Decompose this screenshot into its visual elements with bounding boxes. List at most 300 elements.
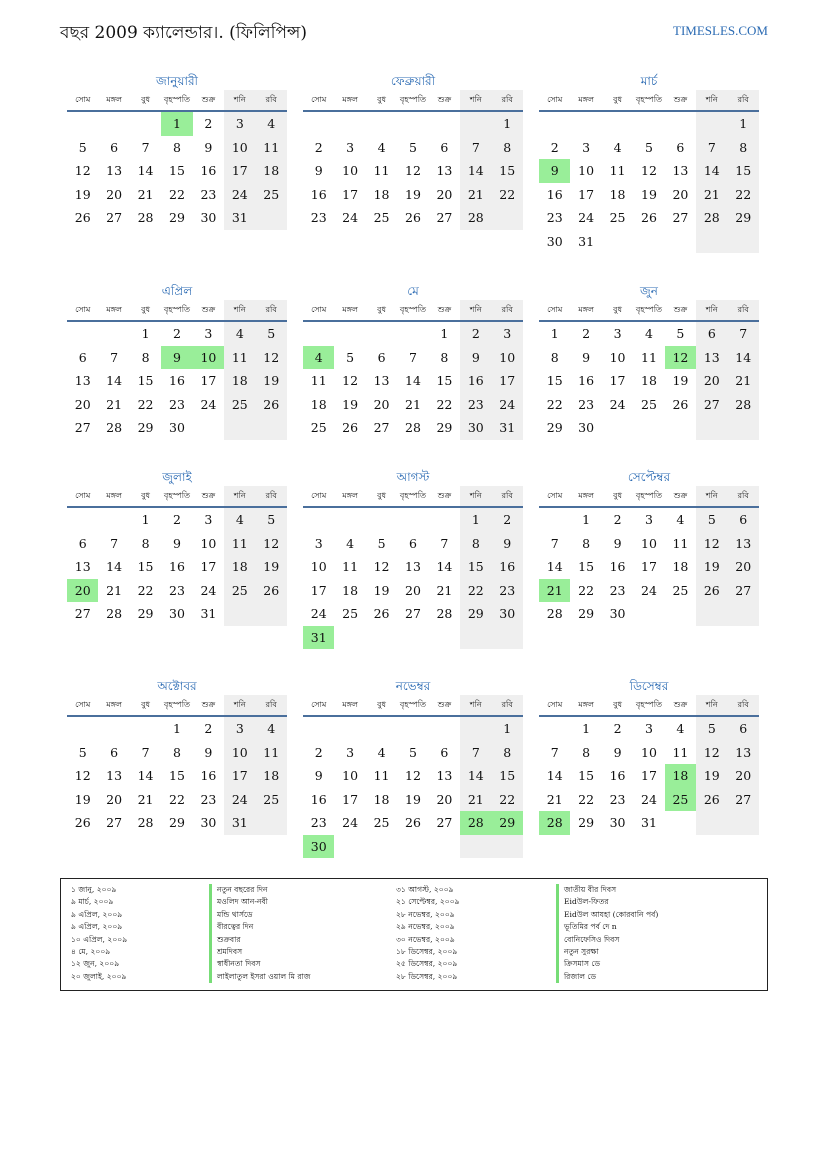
day-cell: 3 [346,139,355,155]
day-cell: 21 [546,791,563,807]
day-cell: 8 [173,744,181,760]
day-cell: 14 [106,559,123,574]
day-cell: 17 [609,373,626,388]
weekday-label: সোম [311,491,327,500]
day-cell: 14 [460,159,491,183]
month-5 [303,282,523,440]
weekday-label: বুধ [377,491,387,500]
empty-day-cell [665,602,696,626]
weekday-label: মঙ্গল [342,491,358,500]
weekday-label: শুক্র [201,95,216,104]
month-9 [539,468,759,626]
holiday-day-cell: 30 [303,835,334,859]
holiday-day-cell: 12 [665,346,696,370]
day-cell: 18 [224,369,255,393]
day-cell: 21 [405,396,421,412]
day-cell: 5 [696,508,727,532]
holiday-date: ২৮ নভেম্বর, ২০০৯ [396,909,455,919]
empty-day-cell [67,322,98,346]
day-cell: 29 [578,606,595,621]
day-cell: 1 [582,721,591,736]
day-cell: 19 [256,369,287,393]
empty-day-cell [366,835,397,859]
day-cell: 26 [696,579,727,603]
day-cell: 7 [110,535,119,551]
day-cell: 19 [696,764,727,788]
holiday-date: ২৫ ডিসেম্বর, ২০০৯ [396,959,458,969]
day-cell: 23 [578,396,595,412]
empty-day-cell [492,835,523,859]
month-2 [303,72,523,230]
day-cell: 27 [373,420,390,435]
holiday-name: Eidউল-ফিতর [564,897,609,907]
day-cell: 20 [373,396,390,412]
day-cell: 22 [169,791,185,807]
day-cell: 2 [314,744,323,760]
day-cell: 29 [728,206,759,230]
day-cell: 25 [224,579,255,603]
day-cell: 5 [256,508,287,532]
day-cell: 7 [440,535,449,551]
day-cell: 20 [106,186,123,202]
weekday-label: শুক্র [673,491,688,500]
day-cell: 1 [550,326,559,341]
day-cell: 30 [169,606,185,621]
day-cell: 17 [342,791,359,807]
day-grid [539,322,759,440]
day-cell: 22 [460,579,491,603]
month-10 [67,677,287,835]
day-cell: 17 [641,768,657,783]
holiday-date: ১ জানু, ২০০৯ [71,885,117,894]
day-cell: 9 [492,532,523,556]
day-cell: 6 [78,535,87,551]
day-cell: 22 [137,396,154,412]
day-cell: 21 [460,788,491,812]
day-cell: 12 [696,741,727,765]
weekday-label: সোম [75,305,91,314]
day-cell: 14 [137,768,154,783]
month-8 [303,468,523,649]
weekday-label: রবি [256,486,287,506]
holiday-day-cell: 10 [193,346,224,370]
day-cell: 27 [436,210,453,225]
day-cell: 20 [728,764,759,788]
day-cell: 15 [492,159,523,183]
month-name: এপ্রিল [161,284,193,298]
day-cell: 2 [492,508,523,532]
day-cell: 1 [492,112,523,136]
day-cell: 17 [200,373,217,388]
day-cell: 29 [137,420,154,435]
empty-day-cell [570,112,601,136]
day-cell: 30 [169,420,185,435]
month-name: ফেব্রুয়ারী [390,74,436,88]
weekday-label: শুক্র [437,491,452,500]
empty-day-cell [728,230,759,254]
day-cell: 8 [141,349,150,365]
month-name: মার্চ [640,74,658,88]
empty-day-cell [665,811,696,835]
day-cell: 25 [256,788,287,812]
day-cell: 7 [696,136,727,160]
empty-day-cell [696,602,727,626]
day-cell: 8 [582,744,591,760]
weekday-label: বুধ [377,305,387,314]
day-cell: 25 [373,210,390,225]
empty-day-cell [602,416,633,440]
day-cell: 8 [440,349,449,365]
empty-day-cell [696,112,727,136]
day-cell: 15 [728,159,759,183]
holiday-date: ২১ সেপ্টেম্বর, ২০০৯ [396,897,460,907]
holiday-day-cell: 20 [67,579,98,603]
day-cell: 19 [373,582,390,598]
empty-day-cell [633,602,664,626]
day-cell: 5 [645,139,653,155]
weekday-label: মঙ্গল [578,95,594,104]
day-cell: 3 [224,112,255,136]
day-cell: 27 [728,788,759,812]
holiday-date: ১৮ ডিসেম্বর, ২০০৯ [396,946,458,956]
day-cell: 13 [74,373,91,388]
weekday-label: শনি [224,695,255,715]
weekday-label: সোম [75,95,91,104]
day-cell: 26 [74,815,91,830]
weekday-label: বুধ [141,491,151,500]
day-cell: 15 [137,559,154,574]
holiday-date: ১০ এপ্রিল, ২০০৯ [71,934,128,944]
day-cell: 19 [672,373,689,388]
empty-day-cell [728,416,759,440]
day-cell: 7 [110,349,119,365]
day-cell: 21 [106,396,123,412]
weekday-label: শনি [460,695,491,715]
day-cell: 12 [405,768,421,783]
day-cell: 16 [609,768,626,783]
day-cell: 31 [224,206,255,230]
day-cell: 16 [609,559,626,574]
weekday-label: বৃহস্পতি [635,95,663,104]
day-cell: 20 [696,369,727,393]
day-cell: 16 [169,559,185,574]
day-cell: 23 [609,791,626,807]
day-cell: 1 [728,112,759,136]
day-cell: 31 [578,233,595,249]
day-cell: 8 [460,532,491,556]
holiday-name: Eidউল আযহা (কোরবানি পর্ব) [564,909,659,919]
weekday-label: বৃহস্পতি [635,305,663,314]
day-cell: 18 [609,186,626,202]
weekday-label: রবি [728,486,759,506]
holiday-day-cell: 9 [539,159,570,183]
page-title: বছর 2009 ক্যালেন্ডার।. (ফিলিপিন্স) [60,23,308,43]
weekday-label: সোম [547,491,563,500]
day-cell: 18 [672,559,689,574]
weekday-label: শনি [696,486,727,506]
day-cell: 10 [310,559,327,574]
day-cell: 4 [224,322,255,346]
weekday-label: বুধ [377,95,387,104]
day-cell: 6 [728,717,759,741]
day-cell: 31 [224,811,255,835]
day-cell: 13 [436,163,453,178]
weekday-label: মঙ্গল [106,491,122,500]
weekday-label: বৃহস্পতি [163,305,191,314]
day-cell: 10 [224,741,255,765]
month-7 [67,468,287,626]
holiday-day-cell: 28 [539,811,570,835]
day-cell: 12 [696,532,727,556]
empty-day-cell [303,717,334,741]
empty-day-cell [602,230,633,254]
holiday-name: শুক্রবার [217,934,241,944]
weekday-header [539,695,759,717]
weekday-label: শুক্র [201,700,216,709]
holiday-day-cell: 21 [539,579,570,603]
weekday-label: শনি [696,695,727,715]
day-cell: 2 [550,139,559,155]
day-cell: 5 [676,326,685,341]
day-cell: 12 [74,163,91,178]
empty-day-cell [334,835,365,859]
day-cell: 11 [373,768,390,783]
empty-day-cell [366,508,397,532]
day-cell: 25 [672,582,689,598]
day-cell: 25 [641,396,657,412]
day-cell: 19 [342,396,359,412]
day-cell: 15 [546,373,563,388]
holiday-day-cell: 1 [161,112,192,136]
day-cell: 14 [436,559,453,574]
day-cell: 25 [373,815,390,830]
weekday-label: মঙ্গল [578,700,594,709]
day-cell: 5 [256,322,287,346]
empty-day-cell [397,112,428,136]
day-cell: 16 [169,373,185,388]
day-cell: 28 [728,393,759,417]
holiday-day-cell: 9 [161,346,192,370]
weekday-label: সোম [547,95,563,104]
holiday-date: ৯ এপ্রিল, ২০০৯ [71,922,123,932]
day-cell: 16 [310,791,327,807]
holiday-date: ২৯ নভেম্বর, ২০০৯ [396,922,455,932]
day-cell: 14 [546,559,563,574]
day-cell: 15 [578,559,595,574]
day-cell: 9 [613,744,622,760]
empty-day-cell [193,416,224,440]
day-cell: 5 [409,744,417,760]
empty-day-cell [429,112,460,136]
day-cell: 22 [578,791,595,807]
empty-day-cell [460,626,491,650]
day-cell: 16 [200,768,217,783]
empty-day-cell [602,112,633,136]
day-cell: 28 [696,206,727,230]
day-cell: 3 [645,721,653,736]
site-link[interactable]: TIMESLES.COM [673,23,768,38]
day-cell: 19 [696,555,727,579]
day-cell: 19 [74,186,91,202]
empty-day-cell [665,416,696,440]
day-cell: 20 [405,582,421,598]
day-cell: 9 [613,535,622,551]
day-cell: 18 [373,791,390,807]
weekday-label: সোম [547,700,563,709]
month-name: মে [407,284,419,298]
day-cell: 9 [204,139,213,155]
holiday-day-cell: 4 [303,346,334,370]
empty-day-cell [397,717,428,741]
day-cell: 23 [310,815,327,830]
day-cell: 26 [641,210,657,225]
holiday-name: মওলিদ আন-নবী [217,897,268,907]
day-cell: 12 [641,163,657,178]
empty-day-cell [67,112,98,136]
empty-day-cell [67,717,98,741]
day-cell: 13 [728,532,759,556]
weekday-label: মঙ্গল [106,95,122,104]
day-cell: 28 [546,606,563,621]
day-cell: 23 [310,210,327,225]
day-cell: 30 [200,815,217,830]
weekday-label: রবি [492,486,523,506]
weekday-label: শুক্র [201,491,216,500]
empty-day-cell [366,717,397,741]
day-cell: 16 [200,163,217,178]
day-grid [539,717,759,835]
day-cell: 4 [377,139,386,155]
day-cell: 6 [110,139,119,155]
holiday-date: ২৮ ডিসেম্বর, ২০০৯ [396,971,458,981]
empty-day-cell [98,322,129,346]
day-cell: 11 [342,559,359,574]
weekday-label: মঙ্গল [106,700,122,709]
day-cell: 20 [728,555,759,579]
day-cell: 26 [405,815,421,830]
day-cell: 19 [641,186,657,202]
weekday-label: মঙ্গল [106,305,122,314]
day-cell: 9 [460,346,491,370]
day-cell: 3 [645,512,653,527]
empty-day-cell [696,230,727,254]
day-cell: 6 [696,322,727,346]
day-cell: 24 [641,791,657,807]
empty-day-cell [98,112,129,136]
day-cell: 24 [200,582,217,598]
day-cell: 5 [409,139,417,155]
weekday-label: সোম [75,700,91,709]
holiday-date: ২০ জুলাই, ২০০৯ [71,971,127,981]
day-cell: 22 [728,183,759,207]
day-cell: 30 [460,416,491,440]
day-cell: 13 [106,163,123,178]
day-cell: 23 [200,186,217,202]
holiday-name: লাইলাতুল ইসরা ওয়াল মি রাজ [217,971,311,981]
day-cell: 19 [405,186,421,202]
weekday-label: বুধ [141,305,151,314]
day-cell: 10 [200,535,217,551]
weekday-label: বুধ [613,700,623,709]
day-grid [67,112,287,230]
empty-day-cell [366,322,397,346]
weekday-label: সোম [547,305,563,314]
weekday-label: মঙ্গল [578,305,594,314]
day-cell: 24 [310,606,327,621]
holiday-day-cell: 18 [665,764,696,788]
holiday-date: ৪ মে, ২০০৯ [71,946,111,956]
weekday-header [67,90,287,112]
day-cell: 3 [346,744,355,760]
day-cell: 2 [173,512,181,527]
holiday-name: নতুন বছরের দিন [217,885,268,894]
day-cell: 28 [137,210,154,225]
weekday-label: মঙ্গল [342,305,358,314]
empty-day-cell [98,508,129,532]
day-cell: 6 [110,744,119,760]
day-cell: 5 [346,349,355,365]
day-cell: 21 [460,183,491,207]
day-cell: 20 [672,186,689,202]
day-cell: 22 [436,396,453,412]
month-name: সেপ্টেম্বর [627,470,671,484]
day-cell: 22 [578,582,595,598]
day-cell: 17 [310,582,327,598]
day-grid [539,508,759,626]
day-cell: 1 [141,326,150,341]
day-cell: 2 [204,116,213,131]
day-cell: 29 [460,602,491,626]
day-cell: 2 [613,512,622,527]
empty-day-cell [728,811,759,835]
day-cell: 24 [492,393,523,417]
holiday-name: জাতীয় বীর দিবস [564,885,617,894]
holiday-names-column-2 [556,884,658,983]
day-cell: 27 [672,210,689,225]
weekday-label: শনি [696,90,727,110]
month-4 [67,282,287,440]
day-cell: 16 [310,186,327,202]
day-cell: 3 [204,512,213,527]
weekday-label: বুধ [377,700,387,709]
day-cell: 21 [436,582,453,598]
day-cell: 15 [460,555,491,579]
day-cell: 13 [672,163,689,178]
holiday-name: মন্ডি থার্সডে [217,909,253,919]
empty-day-cell [633,230,664,254]
day-cell: 27 [696,393,727,417]
empty-day-cell [366,626,397,650]
empty-day-cell [665,112,696,136]
holiday-name: স্বাধীনতা দিবস [217,959,261,969]
day-cell: 31 [200,606,217,621]
weekday-label: শুক্র [437,95,452,104]
weekday-label: শনি [460,300,491,320]
empty-day-cell [665,230,696,254]
day-cell: 8 [173,139,181,155]
day-cell: 19 [405,791,421,807]
holiday-date: ৯ এপ্রিল, ২০০৯ [71,909,123,919]
day-cell: 20 [436,791,453,807]
weekday-header [303,300,523,322]
weekday-label: শুক্র [673,305,688,314]
day-cell: 16 [546,186,563,202]
day-cell: 20 [106,791,123,807]
empty-day-cell [303,508,334,532]
weekday-header [67,695,287,717]
weekday-label: বৃহস্পতি [635,700,663,709]
day-cell: 13 [373,373,390,388]
